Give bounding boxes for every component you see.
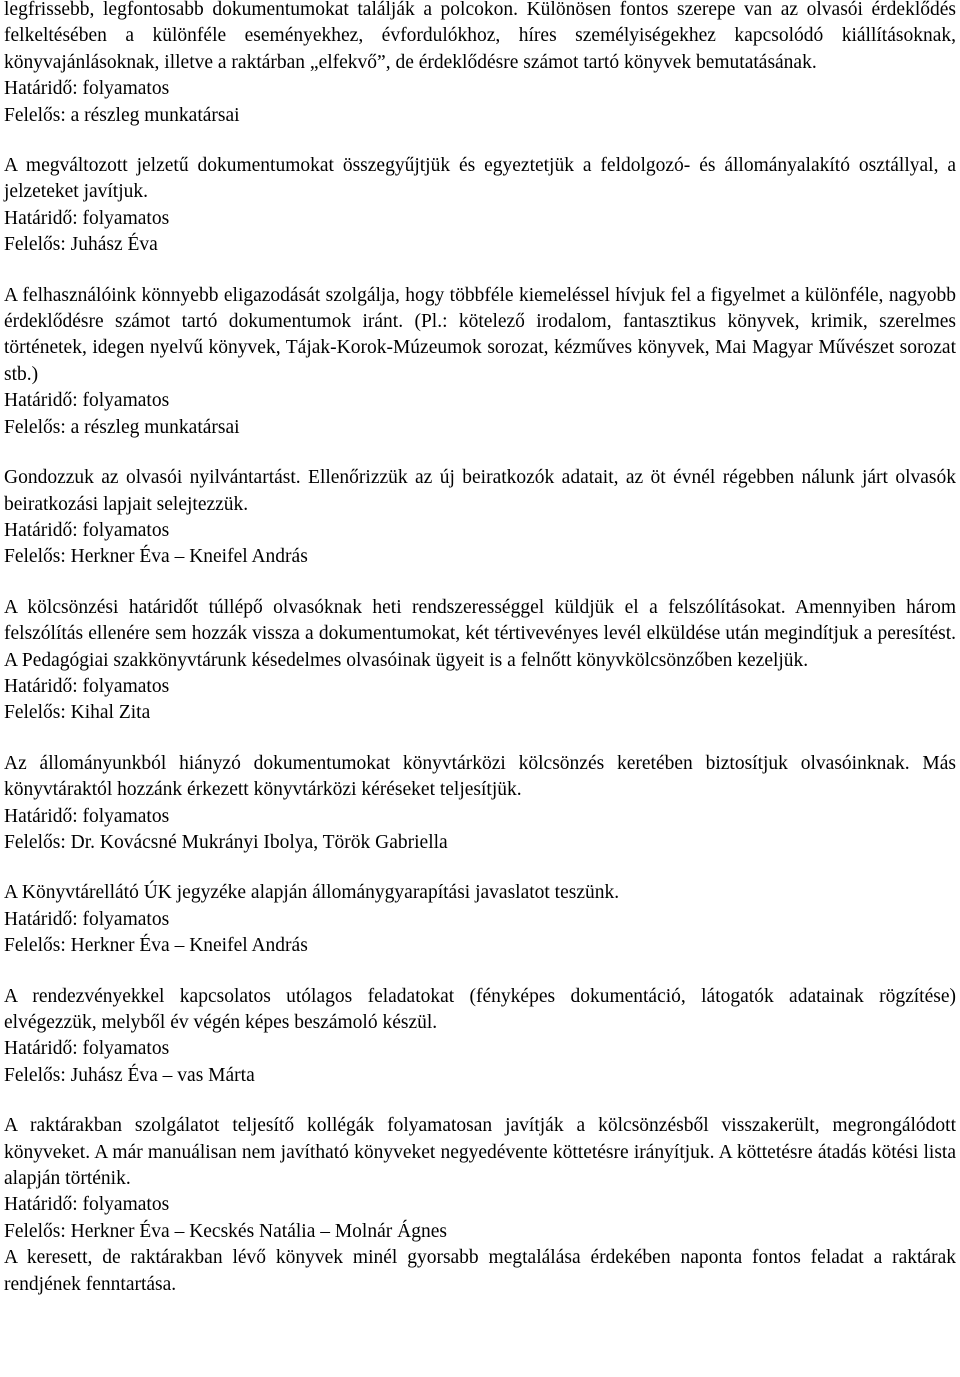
task-description: A Könyvtárellátó ÚK jegyzéke alapján állománygyarapítási javaslatot teszünk. [4, 882, 620, 904]
deadline-line: Határidő: folyamatos [4, 908, 170, 930]
responsible-line: Felelős: Herkner Éva – Kecskés Natália – Molnár Ágnes [4, 1220, 447, 1242]
task-block-call-numbers [4, 153, 956, 259]
task-description: A felhasználóink könnyebb eligazodását szolgálja, hogy többféle kiemeléssel hívjuk fel a figyelmet a különféle, nagyobb érdeklődésre számot tartó dokumentumok iránt. (Pl.: kötelező irodalom, fantasztikus könyvek, krimik, szerelmes történetek, idegen nyelvű könyvek, Tájak-Korok-Múzeumok sorozat, kézműves könyvek, Mai Magyar Művészet sorozat stb.) [4, 284, 956, 385]
task-description: A megváltozott jelzetű dokumentumokat összegyűjtjük és egyeztetjük a feldolgozó- és állományalakító osztállyal, a jelzeteket javítjuk. [4, 155, 956, 203]
task-description: A kölcsönzési határidőt túllépő olvasóknak heti rendszerességgel küldjük el a felszólításokat. Amennyiben három felszólítás ellenére sem hozzák vissza a dokumentumokat, két tértivevényes levél elküldése után megindítjuk a peresítést. A Pedagógiai szakkönyvtárunk késedelmes olvasóinak ügyeit is a felnőtt könyvkölcsönzőben kezeljük. [4, 596, 956, 671]
responsible-line: Felelős: a részleg munkatársai [4, 416, 240, 438]
task-block-reader-registry [4, 465, 956, 571]
deadline-line: Határidő: folyamatos [4, 805, 170, 827]
deadline-line: Határidő: folyamatos [4, 207, 170, 229]
task-block-events-followup [4, 984, 956, 1090]
task-block-storage-order [4, 1245, 956, 1298]
task-block-overdue-notices [4, 595, 956, 727]
responsible-line: Felelős: Herkner Éva – Kneifel András [4, 935, 308, 957]
responsible-line: Felelős: Herkner Éva – Kneifel András [4, 546, 308, 568]
deadline-line: Határidő: folyamatos [4, 78, 170, 100]
task-description: A keresett, de raktárakban lévő könyvek minél gyorsabb megtalálása érdekében naponta fontos feladat a raktárak rendjének fenntartása. [4, 1247, 956, 1295]
task-description: Gondozzuk az olvasói nyilvántartást. Ellenőrizzük az új beiratkozók adatait, az öt évnél régebben nálunk járt olvasók beiratkozási lapjait selejtezzük. [4, 467, 956, 515]
responsible-line: Felelős: Juhász Éva – vas Márta [4, 1064, 255, 1086]
responsible-line: Felelős: a részleg munkatársai [4, 104, 240, 126]
task-block-exhibitions [4, 0, 956, 129]
task-description: Az állományunkból hiányzó dokumentumokat könyvtárközi kölcsönzés keretében biztosítjuk olvasóinknak. Más könyvtáraktól hozzánk érkezett könyvtárközi kéréseket teljesítjük. [4, 752, 956, 801]
task-description: legfrissebb, legfontosabb dokumentumokat találják a polcokon. Különösen fontos szerepe van az olvasói érdeklődés felkeltésében a különféle eseményekhez, évfordulókhoz, híres személyiségekhez kapcsolódó kiállításoknak, könyvajánlásoknak, illetve a raktárban „elfekvő”, de érdeklődésre számot tartó könyvek bemutatásának. [4, 0, 956, 73]
deadline-line: Határidő: folyamatos [4, 675, 170, 697]
deadline-line: Határidő: folyamatos [4, 1194, 170, 1216]
deadline-line: Határidő: folyamatos [4, 519, 170, 541]
document-page [4, 0, 956, 1298]
responsible-line: Felelős: Juhász Éva [4, 234, 158, 256]
task-block-book-repair [4, 1113, 956, 1245]
task-block-highlighting [4, 283, 956, 441]
task-description: A raktárakban szolgálatot teljesítő kollégák folyamatosan javítják a kölcsönzésből visszakerült, megrongálódott könyveket. A már manuálisan nem javítható könyveket negyedévente köttetésre irányítjuk. A köttetésre átadás kötési lista alapján történik. [4, 1115, 956, 1190]
task-description: A rendezvényekkel kapcsolatos utólagos feladatokat (fényképes dokumentáció, látogatók adatainak rögzítése) elvégezzük, melyből év végén képes beszámoló készül. [4, 985, 956, 1033]
responsible-line: Felelős: Dr. Kovácsné Mukrányi Ibolya, Török Gabriella [4, 831, 448, 853]
task-block-acquisition [4, 880, 956, 959]
task-block-interlibrary-loan [4, 751, 956, 857]
deadline-line: Határidő: folyamatos [4, 1038, 170, 1060]
responsible-line: Felelős: Kihal Zita [4, 702, 151, 724]
deadline-line: Határidő: folyamatos [4, 390, 170, 412]
